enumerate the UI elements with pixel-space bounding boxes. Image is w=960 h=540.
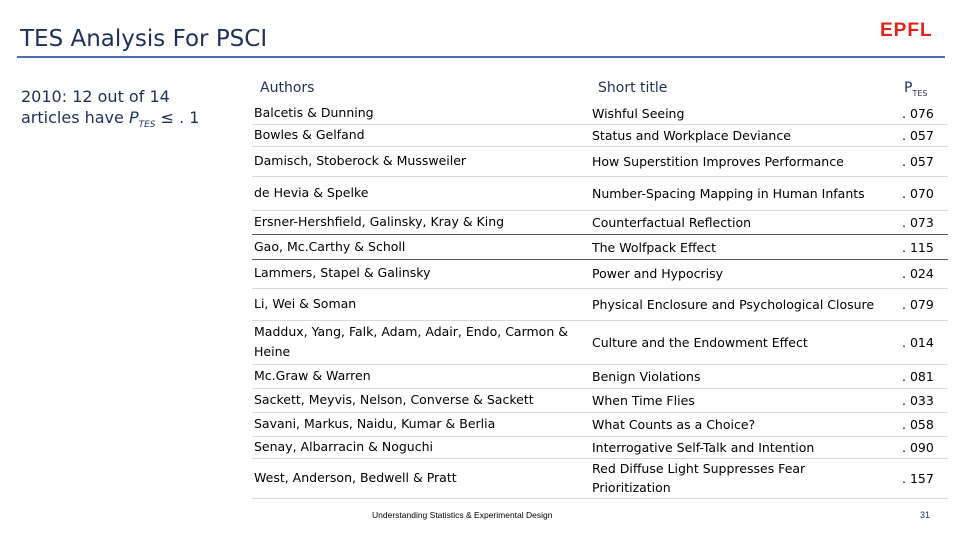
side-note-line1: 2010: 12 out of 14 (21, 87, 170, 106)
header-ptes (904, 80, 927, 98)
cell-authors: de Hevia & Spelke (254, 185, 369, 200)
cell-ptes: . 115 (902, 239, 934, 255)
cell-ptes: . 157 (902, 470, 934, 486)
table-row (252, 124, 948, 147)
cell-ptes: . 014 (902, 334, 934, 350)
table-row (252, 388, 948, 413)
header-short-title: Short title (598, 80, 668, 96)
table-row (252, 288, 948, 321)
header-p-sub: TES (912, 88, 928, 98)
cell-ptes: . 057 (902, 127, 934, 143)
table-header (252, 74, 948, 102)
cell-authors: West, Anderson, Bedwell & Pratt (254, 470, 457, 485)
cell-short-title: Physical Enclosure and Psychological Closure (592, 296, 875, 312)
table-row (252, 146, 948, 177)
cell-short-title: Benign Violations (592, 368, 701, 384)
cell-ptes: . 076 (902, 105, 934, 121)
table-row (252, 210, 948, 235)
cell-authors: Lammers, Stapel & Galinsky (254, 265, 431, 280)
cell-short-title: Culture and the Endowment Effect (592, 334, 808, 350)
header-authors: Authors (260, 80, 315, 96)
table-row (252, 458, 948, 499)
side-note (21, 86, 221, 136)
table-row (252, 234, 948, 260)
side-note-pre: articles have (21, 108, 129, 127)
slide-title: TES Analysis For PSCI (20, 26, 268, 52)
cell-short-title: Wishful Seeing (592, 105, 685, 121)
footer-text: Understanding Statistics & Experimental Design (372, 510, 553, 520)
table-row (252, 258, 948, 289)
cell-authors: Ersner-Hershfield, Galinsky, Kray & King (254, 214, 505, 229)
table-row (252, 320, 948, 365)
cell-authors: Damisch, Stoberock & Mussweiler (254, 153, 467, 168)
cell-ptes: . 079 (902, 296, 934, 312)
epfl-logo: EPFL (880, 20, 933, 41)
cell-short-title: The Wolfpack Effect (592, 239, 717, 255)
cell-ptes: . 033 (902, 392, 934, 408)
cell-authors: Gao, Mc.Carthy & Scholl (254, 239, 406, 254)
page-number: 31 (920, 510, 931, 520)
cell-short-title: Power and Hypocrisy (592, 265, 724, 281)
cell-short-title: What Counts as a Choice? (592, 416, 756, 432)
cell-authors: Bowles & Gelfand (254, 127, 365, 142)
cell-short-title: Status and Workplace Deviance (592, 127, 791, 143)
side-note-line2 (21, 107, 221, 136)
cell-ptes: . 070 (902, 185, 934, 201)
cell-authors: Balcetis & Dunning (254, 105, 374, 120)
cell-authors: Mc.Graw & Warren (254, 368, 371, 383)
header-p: P (904, 80, 913, 96)
p-subscript: TES (138, 120, 156, 131)
cell-short-title: Counterfactual Reflection (592, 214, 752, 230)
cell-authors: Sackett, Meyvis, Nelson, Converse & Sackett (254, 392, 534, 407)
cell-ptes: . 058 (902, 416, 934, 432)
cell-ptes: . 024 (902, 265, 934, 281)
title-rule (17, 56, 945, 58)
cell-short-title: When Time Flies (592, 392, 695, 408)
cell-short-title: Interrogative Self-Talk and Intention (592, 439, 815, 455)
table-row (252, 176, 948, 211)
cell-short-title: Number-Spacing Mapping in Human Infants (592, 185, 865, 201)
cell-ptes: . 090 (902, 439, 934, 455)
cell-ptes: . 073 (902, 214, 934, 230)
table-row (252, 436, 948, 459)
p-symbol: P (128, 108, 139, 127)
cell-authors: Savani, Markus, Naidu, Kumar & Berlia (254, 416, 496, 431)
cell-ptes: . 057 (902, 153, 934, 169)
table-row (252, 412, 948, 437)
table-row (252, 102, 948, 125)
cell-authors: Senay, Albarracin & Noguchi (254, 439, 433, 454)
cell-short-title: Red Diffuse Light Suppresses Fear Prioritization (592, 461, 806, 495)
side-note-post: ≤ . 1 (155, 108, 200, 127)
cell-authors: Li, Wei & Soman (254, 296, 357, 311)
cell-authors: Maddux, Yang, Falk, Adam, Adair, Endo, Carmon & Heine (254, 324, 568, 359)
cell-short-title: How Superstition Improves Performance (592, 153, 844, 169)
cell-ptes: . 081 (902, 368, 934, 384)
table-row (252, 364, 948, 389)
